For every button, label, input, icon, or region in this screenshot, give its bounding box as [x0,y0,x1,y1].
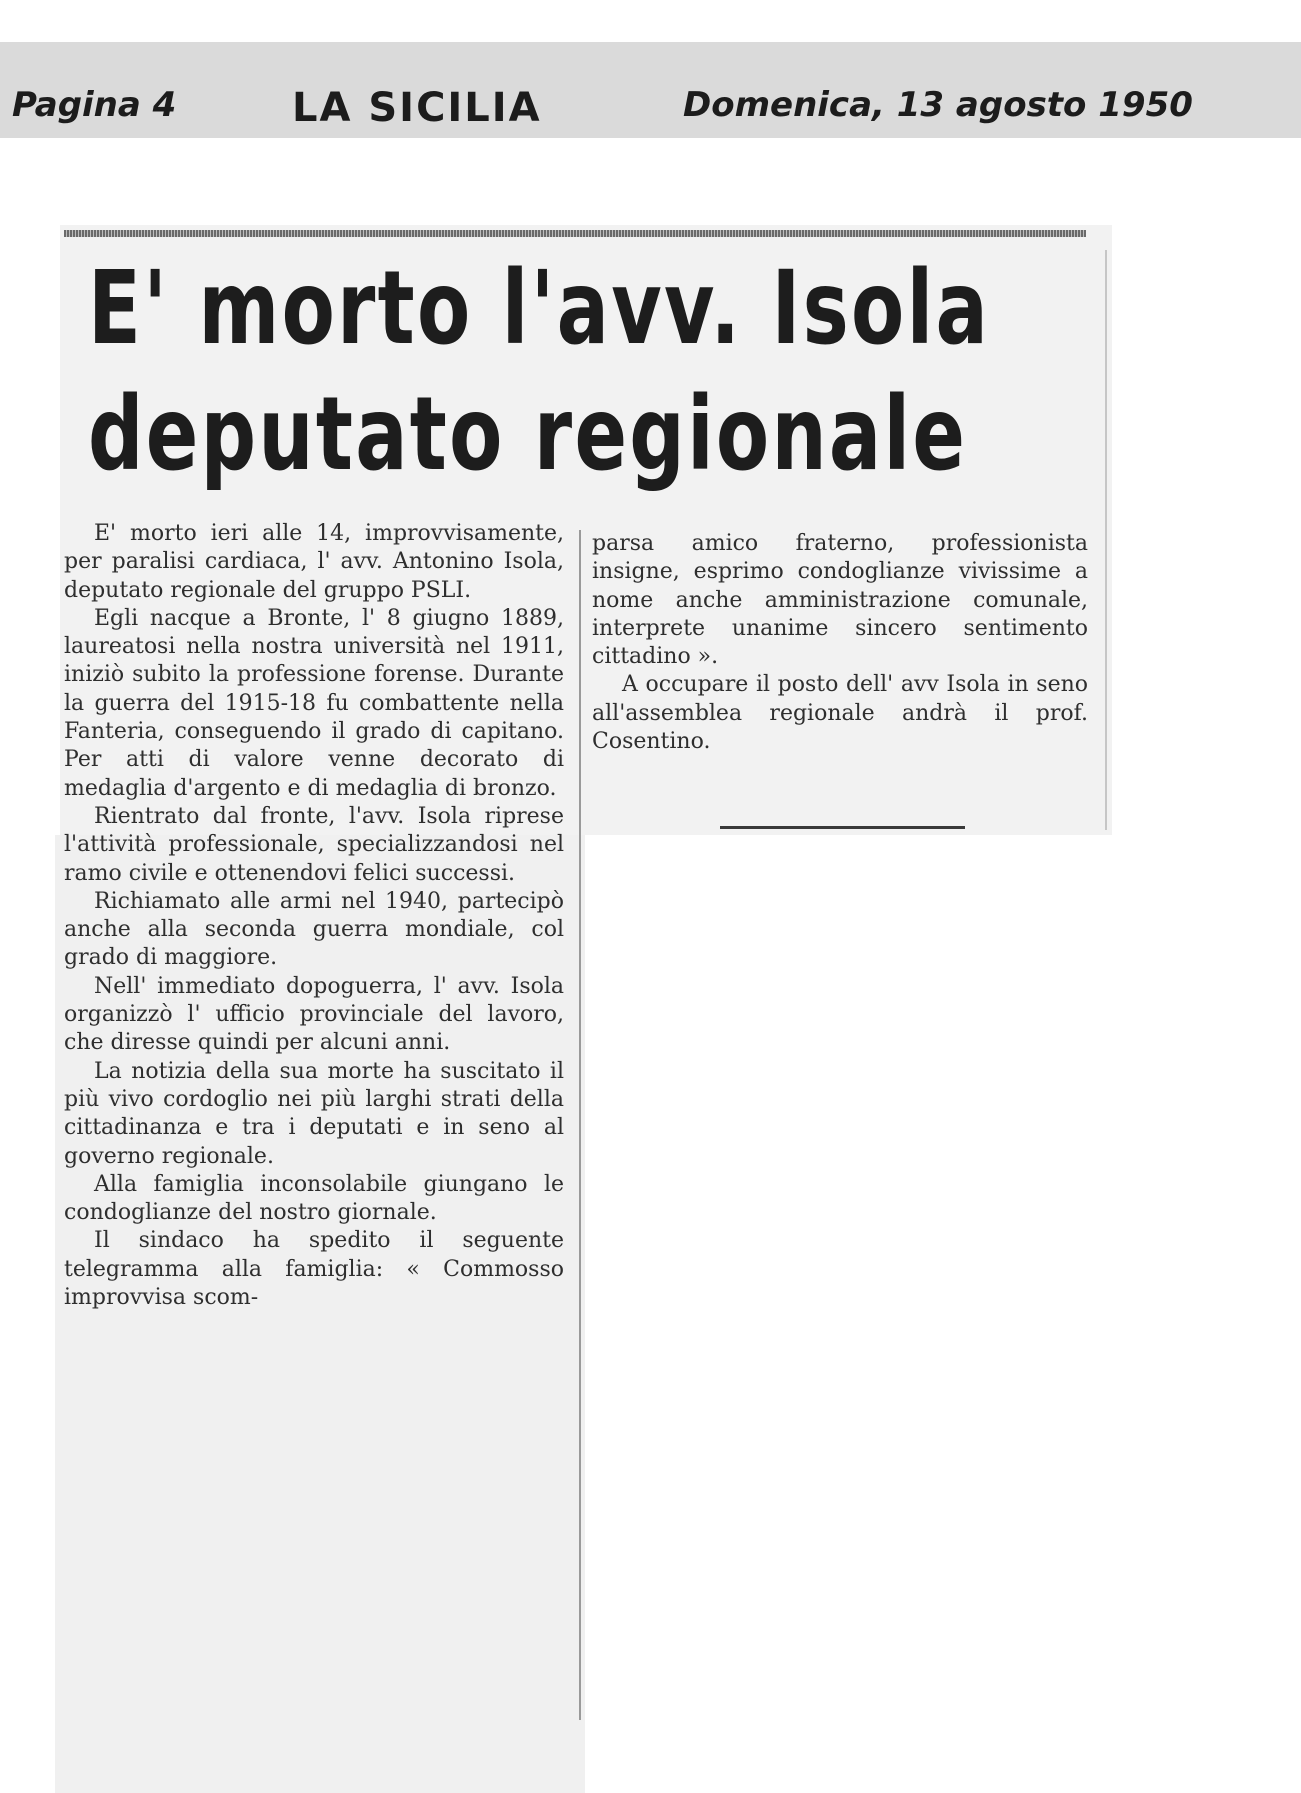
article-paragraph: Richiamato alle armi nel 1940, partecipò anche alla seconda guerra mondiale, col grado di maggiore. [64,888,564,971]
article-paragraph: Nell' immediato dopoguerra, l' avv. Isola organizzò l' ufficio provinciale del lavoro, che diresse quindi per alcuni anni. [64,973,564,1056]
page-number: Pagina 4 [12,85,177,125]
article-paragraph: La notizia della sua morte ha suscitato il più vivo cordoglio nei più larghi strati della cittadinanza e tra i deputati e in seno al governo regionale. [64,1058,564,1169]
article-paragraph: Rientrato dal fronte, l'avv. Isola riprese l'attività professionale, specializzandosi nel ramo civile e ottenendovi felici successi. [64,803,564,886]
headline-line-2: deputato regionale [88,375,968,494]
column-separator [579,530,581,1720]
issue-date: Domenica, 13 agosto 1950 [683,85,1193,125]
top-rule [64,230,1086,237]
article-paragraph: Alla famiglia inconsolabile giungano le condoglianze del nostro giornale. [64,1171,564,1226]
article-end-rule [720,826,965,829]
newspaper-name: LA SICILIA [292,85,542,131]
article-column-right [592,530,1088,756]
article-paragraph: Egli nacque a Bronte, l' 8 giugno 1889, laureatosi nella nostra università nel 1911, iniziò subito la professione forense. Durante la guerra del 1915-18 fu combattente nella Fanteria, conseguendo il grado di capitano. Per atti di valore venne decorato di medaglia d'argento e di medaglia di bronzo. [64,605,564,801]
masthead [0,42,1301,138]
article-paragraph: A occupare il posto dell' avv Isola in seno all'assemblea regionale andrà il prof. Cosentino. [592,672,1088,755]
article-paragraph: E' morto ieri alle 14, improvvisamente, per paralisi cardiaca, l' avv. Antonino Isola, deputato regionale del gruppo PSLI. [64,521,564,603]
article-paragraph: parsa amico fraterno, professionista insigne, esprimo condoglianze vivissime a nome anche amministrazione comunale, interprete unanime sincero sentimento cittadino ». [592,531,1088,670]
article-column-left [64,520,564,1312]
clipping-edge [1105,250,1107,830]
headline-line-1: E' morto l'avv. Isola [88,249,991,368]
article-paragraph: Il sindaco ha spedito il seguente telegramma alla famiglia: « Commosso improvvisa scom- [64,1228,564,1311]
